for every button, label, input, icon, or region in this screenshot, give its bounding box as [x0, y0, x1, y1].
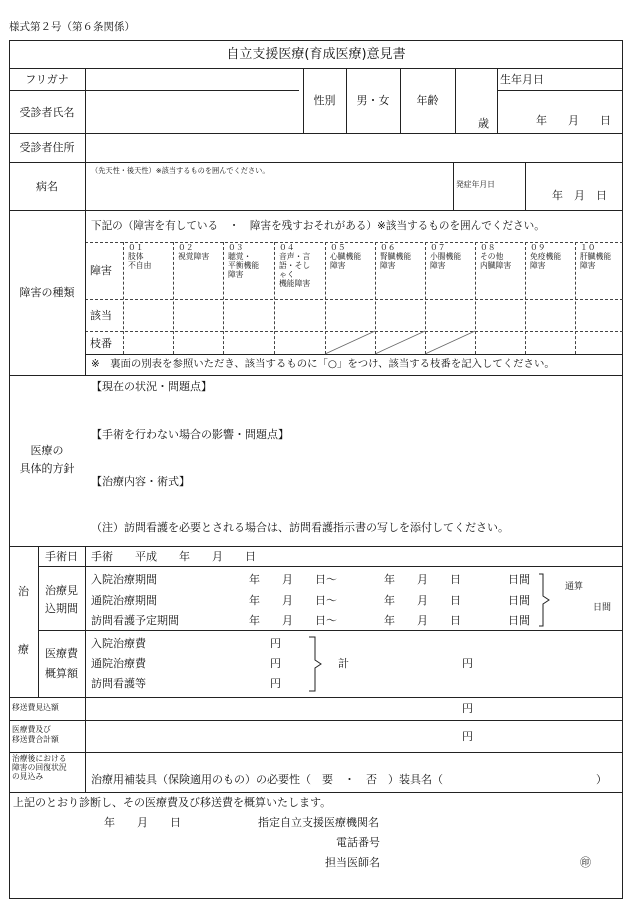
cost-name: 通院治療費	[91, 657, 146, 670]
cost-unit: 円	[270, 677, 281, 690]
period-to: 年 月 日	[384, 573, 461, 586]
cost-label-2: 概算額	[45, 667, 78, 680]
current-status-heading: 【現在の状況・問題点】	[91, 380, 212, 393]
treatment-label-chi: 治	[18, 585, 29, 598]
birth-month: 月	[568, 114, 579, 127]
treatment-label-ryo: 療	[18, 643, 29, 656]
seal-mark: ㊞	[580, 856, 591, 869]
period-label-2: 込期間	[45, 602, 78, 615]
birth-year: 年	[536, 114, 547, 127]
disability-label: 障害の種類	[19, 286, 75, 299]
period-from: 年 月 日～	[249, 573, 337, 586]
policy-label-2: 具体的方針	[19, 462, 75, 475]
address-label: 受診者住所	[19, 141, 75, 154]
phone-label: 電話番号	[336, 836, 380, 849]
period-total-days: 日間	[593, 603, 612, 613]
disability-instruction: 下記の（障害を有している ・ 障害を残すおそれがある）※該当するものを囲んでください。	[91, 220, 545, 232]
period-to: 年 月 日	[384, 594, 461, 607]
row-applicable-label: 該当	[90, 309, 112, 322]
policy-label-1: 医療の	[30, 444, 64, 457]
cost-unit: 円	[270, 637, 281, 650]
disability-footnote: ※ 裏面の別表を参照いただき、該当するものに「○」をつけ、該当する枝番を記入してください。	[91, 358, 555, 370]
disability-type[interactable]: ０１ 肢体 不自由	[128, 243, 152, 270]
birth-day: 日	[600, 114, 611, 127]
surgery-date-label: 手術日	[45, 550, 78, 563]
certification-date: 年 月 日	[104, 816, 181, 829]
orthosis-necessity: 治療用補装具（保険適用のもの）の必要性（ 要 ・ 否 ）装具名（	[91, 773, 443, 786]
treatment-heading: 【治療内容・術式】	[91, 475, 190, 488]
cost-name: 訪問看護等	[91, 677, 146, 690]
disability-type[interactable]: ０７ 小腸機能 障害	[430, 243, 462, 270]
recovery-label: 治療後における 障害の回復状況 の見込み	[12, 754, 67, 781]
age-unit: 歳	[478, 117, 489, 130]
disability-type-header: 障害	[90, 264, 112, 277]
onset-date: 年 月 日	[552, 189, 607, 202]
visiting-nurse-note: （注）訪問看護を必要とされる場合は、訪問看護指示書の写しを添付してください。	[91, 521, 509, 534]
transport-unit: 円	[462, 702, 473, 715]
disability-type[interactable]: １０ 肝臓機能 障害	[580, 243, 612, 270]
row-branch-label: 枝番	[90, 337, 112, 350]
grand-total-unit: 円	[462, 730, 473, 743]
period-days: 日間	[508, 614, 530, 627]
period-name: 入院治療期間	[91, 573, 157, 586]
institution-name-label: 指定自立支援医療機関名	[258, 816, 379, 829]
cost-total-bracket	[307, 635, 333, 693]
disability-type[interactable]: ０２ 視覚障害	[178, 243, 210, 261]
cost-total-unit: 円	[462, 657, 473, 670]
transport-label: 移送費見込額	[12, 703, 59, 712]
cost-name: 入院治療費	[91, 637, 146, 650]
surgery-date: 手術 平成 年 月 日	[91, 550, 256, 563]
disability-type[interactable]: ０４ 音声・言 語・そし ゃく 機能障害	[279, 243, 311, 288]
furigana-label: フリガナ	[25, 73, 69, 86]
period-total-label: 通算	[565, 582, 584, 592]
period-from: 年 月 日～	[249, 614, 337, 627]
grand-total-label-1: 医療費及び	[12, 725, 51, 734]
doctor-name-label: 担当医師名	[325, 856, 380, 869]
patient-name-label: 受診者氏名	[19, 106, 75, 119]
cost-label-1: 医療費	[45, 647, 78, 660]
period-days: 日間	[508, 594, 530, 607]
period-to: 年 月 日	[384, 614, 461, 627]
certification-statement: 上記のとおり診断し、その医療費及び移送費を概算いたします。	[13, 796, 332, 809]
period-from: 年 月 日～	[249, 594, 337, 607]
period-label-1: 治療見	[45, 584, 78, 597]
disease-note: （先天性・後天性）※該当するものを囲んでください。	[91, 166, 270, 175]
period-name: 訪問看護予定期間	[91, 614, 179, 627]
sex-options[interactable]: 男・女	[356, 94, 390, 107]
birthdate-label: 生年月日	[500, 73, 544, 86]
cost-unit: 円	[270, 657, 281, 670]
form-number: 様式第２号（第６条関係）	[9, 21, 135, 33]
disability-type[interactable]: ０３ 聴覚・ 平衡機能 障害	[228, 243, 260, 279]
form-title: 自立支援医療(育成医療)意見書	[226, 47, 406, 62]
period-total-bracket	[537, 572, 565, 628]
no-surgery-heading: 【手術を行わない場合の影響・問題点】	[91, 428, 289, 441]
cost-total-label: 計	[338, 657, 349, 670]
disability-type[interactable]: ０５ 心臓機能 障害	[330, 243, 362, 270]
disability-type[interactable]: ０６ 腎臓機能 障害	[380, 243, 412, 270]
grand-total-label-2: 移送費合計額	[12, 735, 59, 744]
period-name: 通院治療期間	[91, 594, 157, 607]
disease-label: 病名	[36, 180, 58, 193]
disability-type[interactable]: ０９ 免疫機能 障害	[530, 243, 562, 270]
age-label: 年齢	[416, 94, 439, 107]
period-days: 日間	[508, 573, 530, 586]
orthosis-close-paren: ）	[596, 773, 607, 786]
disability-type[interactable]: ０８ その他 内臓障害	[480, 243, 512, 270]
onset-date-label: 発症年月日	[456, 180, 495, 189]
sex-label: 性別	[313, 94, 336, 107]
